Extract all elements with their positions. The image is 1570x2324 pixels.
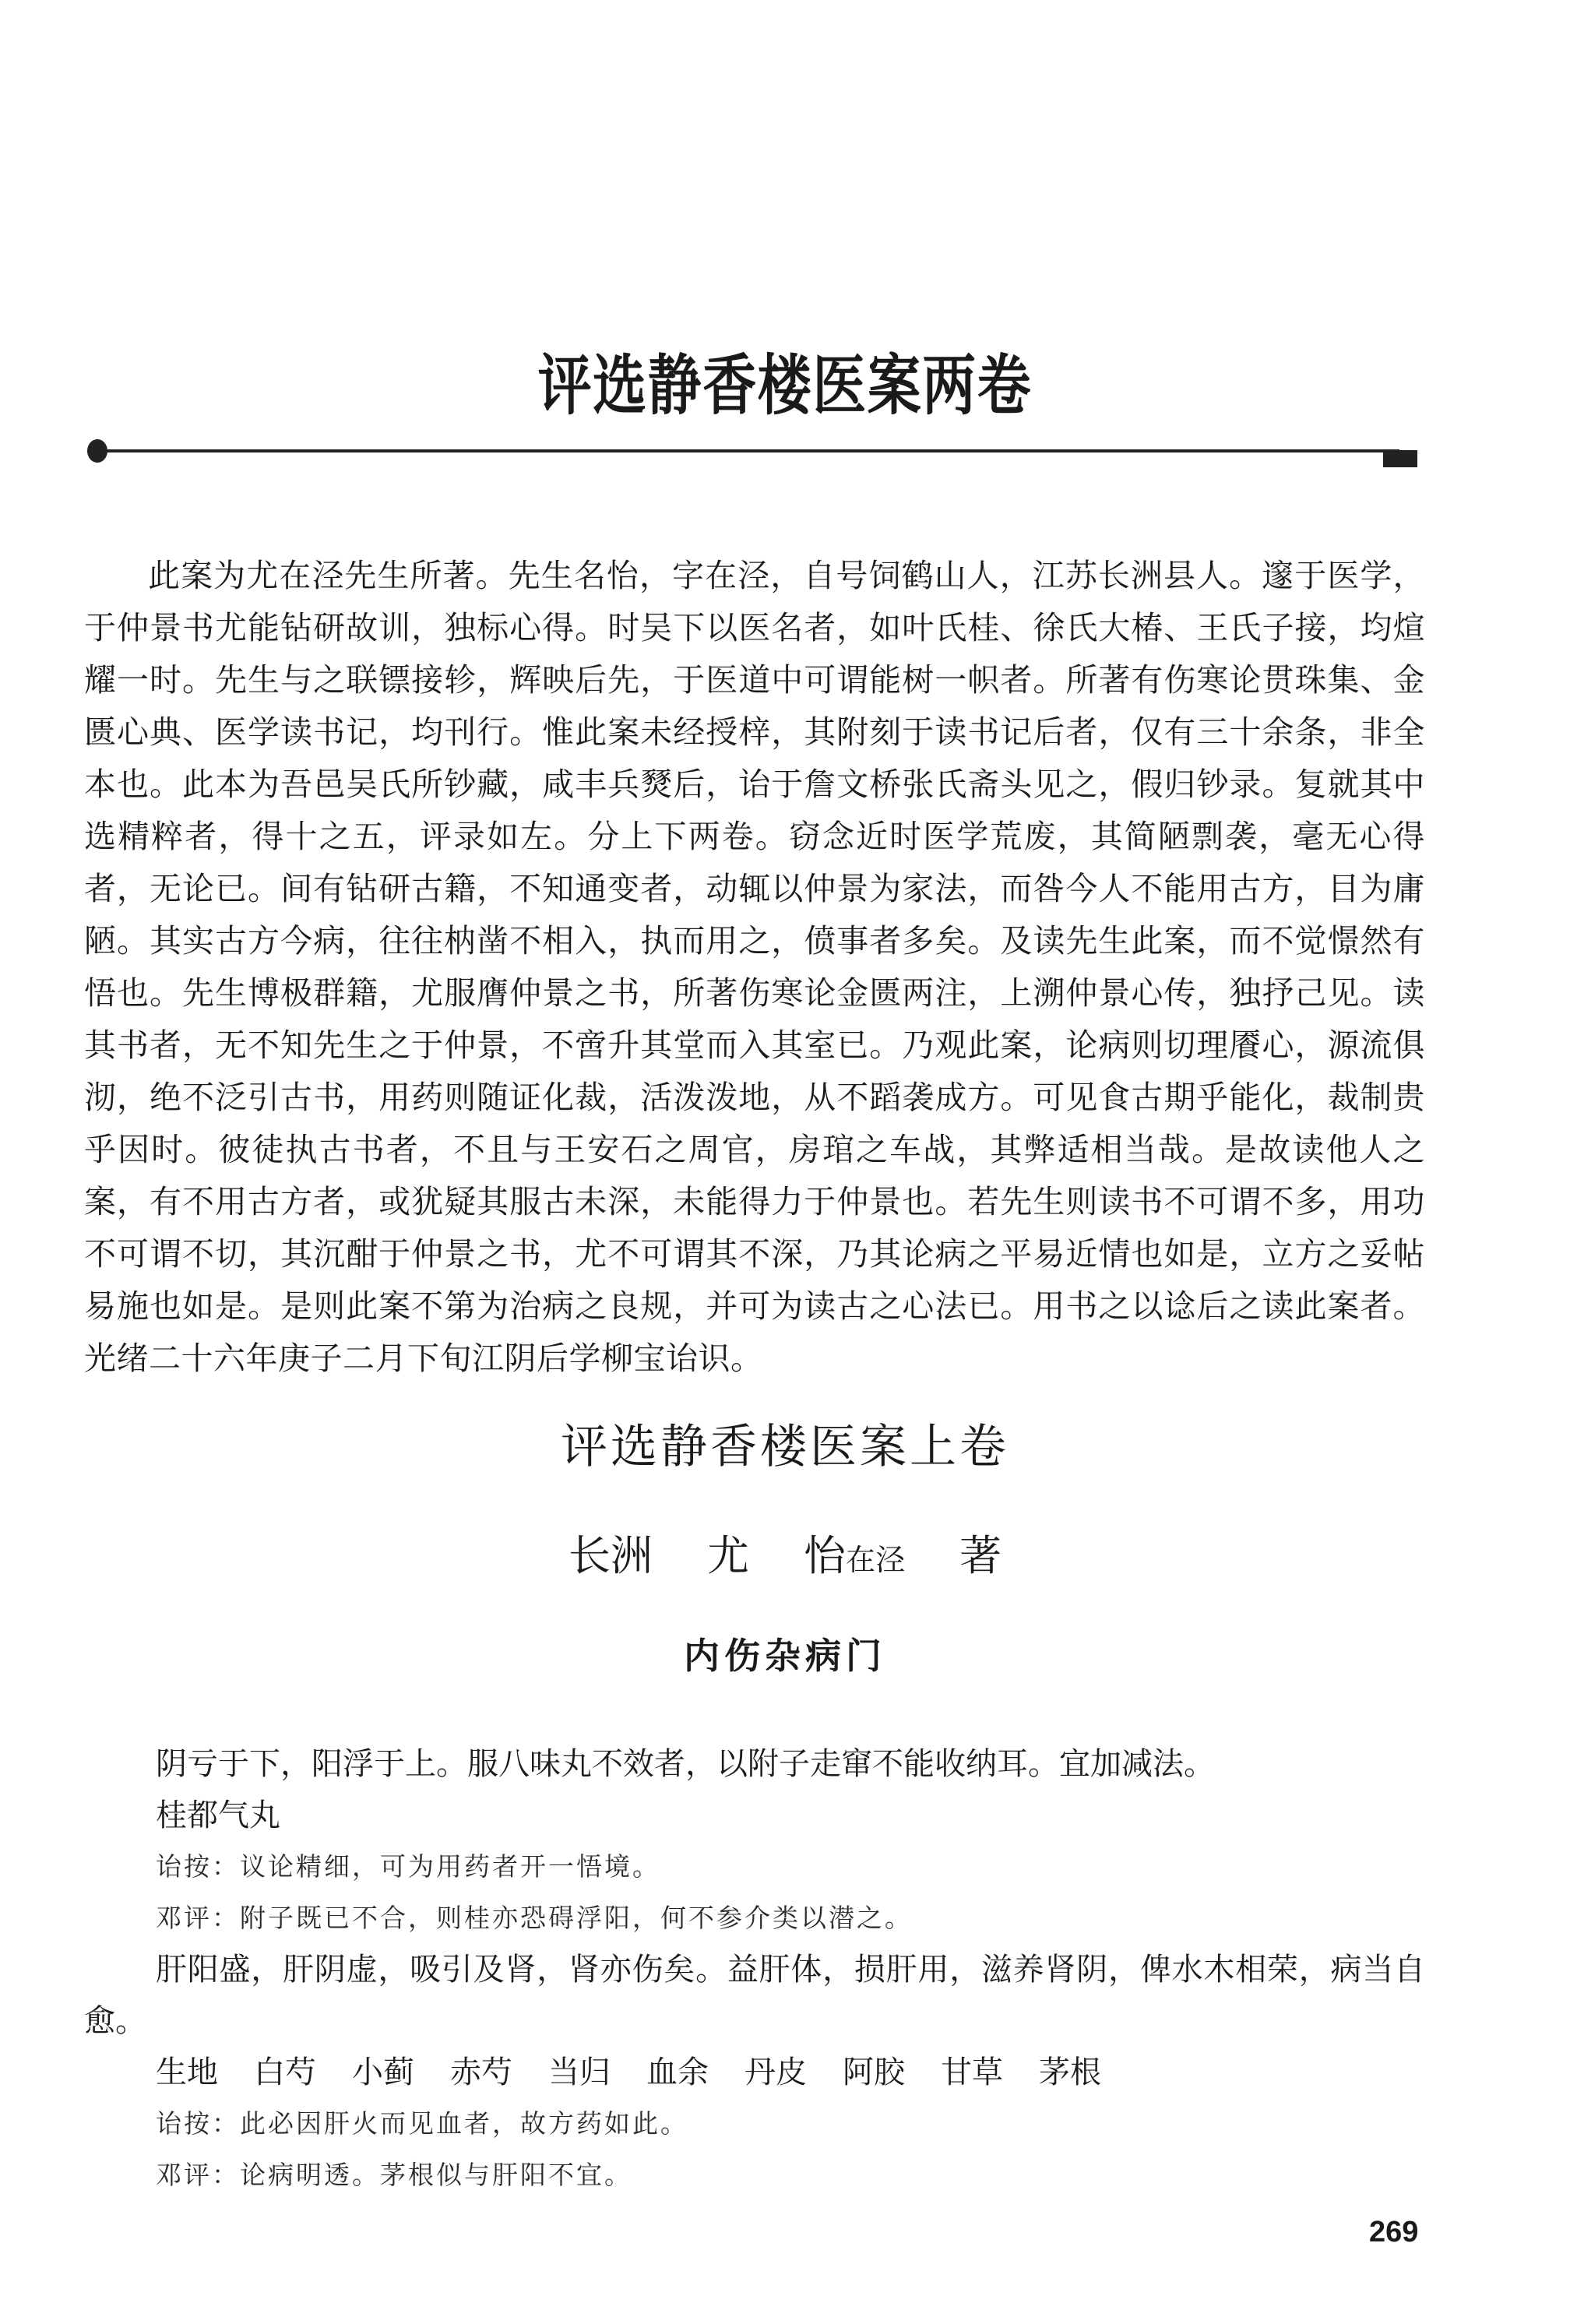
author-surname: 尤 [706, 1531, 749, 1580]
author-given-name: 怡 [803, 1531, 846, 1580]
author-role: 著 [959, 1531, 1001, 1580]
herb-item: 白芍 [254, 2055, 316, 2090]
section-heading: 内伤杂病门 [684, 1635, 886, 1677]
herb-item: 当归 [548, 2055, 611, 2090]
page-number: 269 [1369, 2216, 1419, 2248]
case-comment: 邓评：论病明透。茅根似与肝阳不宜。 [156, 2160, 632, 2190]
rule-line [103, 449, 1399, 452]
case-prescription: 桂都气丸 [156, 1798, 280, 1833]
author-line [0, 1523, 1570, 1583]
herb-item: 丹皮 [745, 2055, 807, 2090]
herb-item: 赤芍 [450, 2055, 512, 2090]
herb-item: 生地 [156, 2055, 218, 2090]
case-comment: 邓评：附子既已不合，则桂亦恐碍浮阳，何不参介类以潜之。 [156, 1903, 913, 1933]
volume-subtitle: 评选静香楼医案上卷 [561, 1420, 1009, 1474]
case-2 [84, 1944, 1425, 2201]
title-rule [87, 444, 1417, 464]
herb-item: 茅根 [1039, 2055, 1101, 2090]
herb-item: 血余 [646, 2055, 709, 2090]
herb-item: 甘草 [941, 2055, 1003, 2090]
case-text: 肝阳盛，肝阴虚，吸引及肾，肾亦伤矣。益肝体，损肝用，滋养肾阴，俾水木相荣，病当自愈。 [84, 1952, 1425, 2039]
author-place: 长洲 [568, 1531, 653, 1580]
case-comment: 诒按：议论精细，可为用药者开一悟境。 [156, 1851, 660, 1882]
herb-list [84, 2047, 1425, 2098]
case-1 [84, 1738, 1425, 1944]
case-comment: 诒按：此必因肝火而见血者，故方药如此。 [156, 2108, 688, 2139]
preface-paragraph: 此案为尤在泾先生所著。先生名怡，字在泾，自号饲鹤山人，江苏长洲县人。邃于医学，于仲景书尤能钻研故训，独标心得。时吴下以医名者，如叶氏桂、徐氏大椿、王氏子接，均煊耀一时。先生与之联镖接轸，辉映后先，于医道中可谓能树一帜者。所著有伤寒论贯珠集、金匮心典、医学读书记，均刊行。惟此案未经授梓，其附刻于读书记后者，仅有三十余条，非全本也。此本为吾邑吴氏所钞藏，咸丰兵燹后，诒于詹文桥张氏斋头见之，假归钞录。复就其中选精粹者，得十之五，评录如左。分上下两卷。窃念近时医学荒废，其简陋剽袭，毫无心得者，无论已。间有钻研古籍，不知通变者，动辄以仲景为家法，而咎今人不能用古方，目为庸陋。其实古方今病，往往枘凿不相入，执而用之，偾事者多矣。及读先生此案，而不觉憬然有悟也。先生博极群籍，尤服膺仲景之书，所著伤寒论金匮两注，上溯仲景心传，独抒己见。读其书者，无不知先生之于仲景，不啻升其堂而入其室已。乃观此案，论病则切理餍心，源流俱沏，绝不泛引古书，用药则随证化裁，活泼泼地，从不蹈袭成方。可见食古期乎能化，裁制贵乎因时。彼徒执古书者，不且与王安石之周官，房琯之车战，其弊适相当哉。是故读他人之案，有不用古方者，或犹疑其服古未深，未能得力于仲景也。若先生则读书不可谓不多，用功不可谓不切，其沉酣于仲景之书，尤不可谓其不深，乃其论病之平易近情也如是，立方之妥帖易施也如是。是则此案不第为治病之良规，并可为读古之心法已。用书之以谂后之读此案者。光绪二十六年庚子二月下旬江阴后学柳宝诒识。 [84, 557, 1425, 1377]
author-courtesy-name: 在泾 [845, 1543, 905, 1577]
herb-item: 阿胶 [843, 2055, 905, 2090]
case-text: 阴亏于下，阳浮于上。服八味丸不效者，以附子走窜不能收纳耳。宜加减法。 [156, 1746, 1215, 1782]
page-title: 评选静香楼医案两卷 [537, 347, 1033, 424]
herb-item: 小蓟 [352, 2055, 414, 2090]
rule-block-ornament [1383, 450, 1417, 467]
